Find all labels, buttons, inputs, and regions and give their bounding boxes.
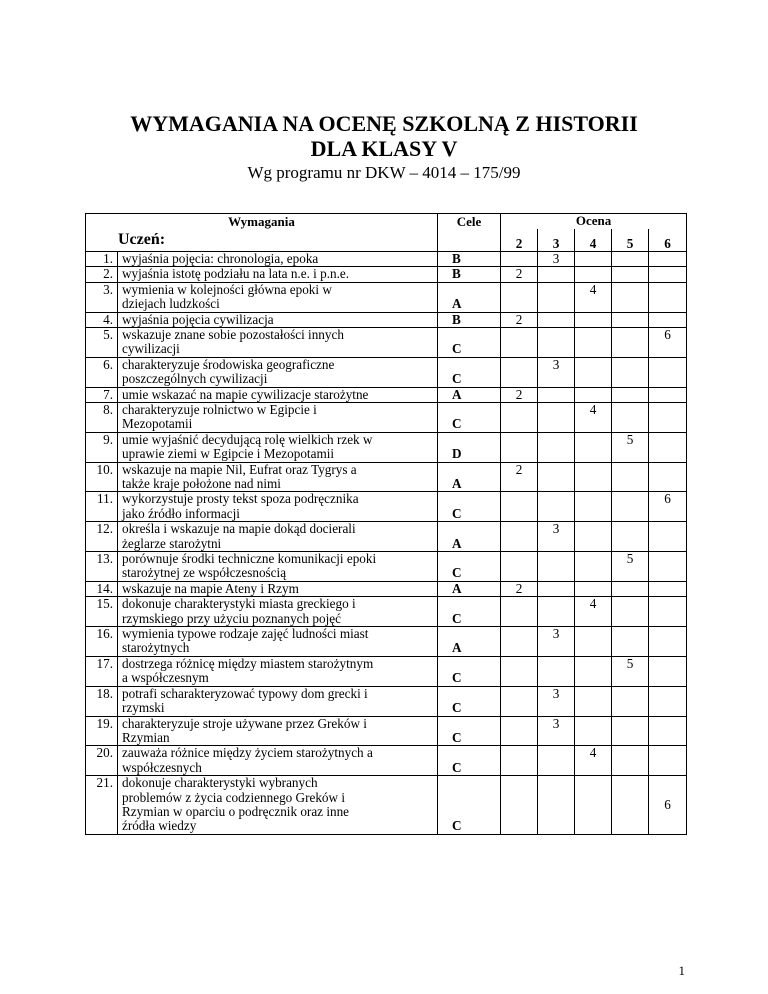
goal-code: C	[438, 776, 501, 835]
grade-cell-5	[612, 581, 649, 596]
requirement-line: dokonuje charakterystyki wybranych	[122, 775, 318, 791]
goal-code: C	[438, 746, 501, 776]
requirement-text	[118, 597, 438, 627]
grade-cell-3: 3	[538, 522, 575, 552]
grade-cell-2	[501, 597, 538, 627]
requirement-line: określa i wskazuje na mapie dokąd docierali	[122, 521, 356, 537]
grade-cell-3: 3	[538, 251, 575, 266]
table-row	[86, 686, 687, 716]
requirement-text	[118, 432, 438, 462]
grade-cell-2	[501, 327, 538, 357]
grade-cell-3	[538, 267, 575, 282]
grade-cell-5	[612, 776, 649, 835]
requirement-line: charakteryzuje stroje używane przez Greków i	[122, 715, 367, 731]
grade-cell-3: 3	[538, 357, 575, 387]
requirement-line: charakteryzuje rolnictwo w Egipcie i	[122, 401, 317, 417]
grade-cell-3	[538, 327, 575, 357]
grade-cell-6	[649, 716, 687, 746]
grade-header: Ocena	[501, 214, 687, 230]
grade-cell-2	[501, 716, 538, 746]
grade-cell-4	[575, 686, 612, 716]
grade-cell-2	[501, 251, 538, 266]
grade-cell-3: 3	[538, 627, 575, 657]
grade-cell-6	[649, 581, 687, 596]
grade-cell-2	[501, 522, 538, 552]
grade-cell-3	[538, 597, 575, 627]
requirement-text	[118, 402, 438, 432]
requirement-line: wymienia w kolejności główna epoki w	[122, 281, 332, 297]
table-row	[86, 581, 687, 596]
requirement-text	[118, 716, 438, 746]
requirement-line: cywilizacji	[122, 341, 180, 357]
grade-column-header-2: 2	[501, 229, 538, 251]
requirement-text	[118, 462, 438, 492]
page-title: WYMAGANIA NA OCENĘ SZKOLNĄ Z HISTORII	[130, 111, 638, 136]
grade-cell-4: 4	[575, 402, 612, 432]
grade-cell-4	[575, 462, 612, 492]
table-row	[86, 552, 687, 582]
table-row	[86, 716, 687, 746]
row-number: 10.	[86, 462, 118, 492]
grade-column-header-5: 5	[612, 229, 649, 251]
table-row	[86, 746, 687, 776]
requirement-line: wskazuje znane sobie pozostałości innych	[122, 326, 344, 342]
goal-code: A	[438, 387, 501, 402]
grade-cell-5	[612, 312, 649, 327]
grade-cell-6: 6	[649, 492, 687, 522]
requirement-line: wskazuje na mapie Nil, Eufrat oraz Tygrys a	[122, 461, 357, 477]
requirement-text	[118, 627, 438, 657]
grade-cell-2	[501, 357, 538, 387]
requirement-line: jako źródło informacji	[122, 505, 240, 521]
grade-cell-3	[538, 776, 575, 835]
grade-cell-6	[649, 282, 687, 312]
table-row	[86, 462, 687, 492]
row-number: 15.	[86, 597, 118, 627]
row-number: 17.	[86, 656, 118, 686]
grade-cell-6	[649, 597, 687, 627]
requirement-line: rzymski	[122, 700, 165, 716]
requirement-text	[118, 552, 438, 582]
requirement-line: umie wskazać na mapie cywilizacje starożytne	[122, 386, 369, 402]
row-number: 2.	[86, 267, 118, 282]
table-row	[86, 282, 687, 312]
requirement-line: potrafi scharakteryzować typowy dom grecki i	[122, 685, 368, 701]
goal-code: D	[438, 432, 501, 462]
goal-code: C	[438, 357, 501, 387]
requirement-line: dziejach ludzkości	[122, 296, 220, 312]
table-row	[86, 251, 687, 266]
student-label: Uczeń:	[86, 229, 438, 251]
row-number: 12.	[86, 522, 118, 552]
requirement-text	[118, 686, 438, 716]
grade-cell-4	[575, 357, 612, 387]
grade-cell-4	[575, 327, 612, 357]
grade-cell-6	[649, 462, 687, 492]
goal-code: C	[438, 492, 501, 522]
grade-cell-2	[501, 492, 538, 522]
requirement-text	[118, 522, 438, 552]
grade-cell-2: 2	[501, 462, 538, 492]
requirement-line: wyjaśnia istotę podziału na lata n.e. i p.n.e.	[122, 266, 350, 282]
grade-cell-4: 4	[575, 746, 612, 776]
requirement-line: dostrzega różnicę między miastem starożytnym	[122, 655, 374, 671]
grade-cell-3	[538, 282, 575, 312]
requirement-line: wyjaśnia pojęcia: chronologia, epoka	[122, 250, 319, 266]
grade-cell-6	[649, 656, 687, 686]
grade-cell-3	[538, 387, 575, 402]
grade-cell-6	[649, 402, 687, 432]
grade-cell-4	[575, 522, 612, 552]
requirement-line: Mezopotamii	[122, 416, 193, 432]
grade-cell-5	[612, 627, 649, 657]
requirement-line: wymienia typowe rodzaje zajęć ludności miast	[122, 626, 369, 642]
grade-cell-5	[612, 597, 649, 627]
grade-cell-4	[575, 267, 612, 282]
grade-cell-2: 2	[501, 387, 538, 402]
goal-code: A	[438, 522, 501, 552]
grade-column-header-4: 4	[575, 229, 612, 251]
requirement-line: rzymskiego przy użyciu poznanych pojęć	[122, 610, 341, 626]
table-row	[86, 267, 687, 282]
grade-cell-4: 4	[575, 282, 612, 312]
goals-header-spacer	[438, 229, 501, 251]
grade-cell-2	[501, 776, 538, 835]
grade-column-header-6: 6	[649, 229, 687, 251]
requirements-header: Wymagania	[86, 214, 438, 230]
requirement-line: charakteryzuje środowiska geograficzne	[122, 356, 335, 372]
requirement-line: problemów z życia codziennego Greków i	[122, 789, 346, 805]
grade-cell-5	[612, 522, 649, 552]
grade-cell-3	[538, 581, 575, 596]
grade-cell-6	[649, 251, 687, 266]
requirement-line: żeglarze starożytni	[122, 535, 222, 551]
grade-cell-5: 5	[612, 656, 649, 686]
table-row	[86, 402, 687, 432]
row-number: 7.	[86, 387, 118, 402]
grade-cell-5	[612, 462, 649, 492]
grade-cell-2: 2	[501, 312, 538, 327]
table-row	[86, 327, 687, 357]
row-number: 1.	[86, 251, 118, 266]
requirement-text	[118, 656, 438, 686]
grade-cell-6	[649, 357, 687, 387]
grade-cell-3	[538, 492, 575, 522]
grade-cell-5: 5	[612, 432, 649, 462]
grade-cell-5	[612, 282, 649, 312]
row-number: 11.	[86, 492, 118, 522]
grade-cell-2	[501, 627, 538, 657]
row-number: 21.	[86, 776, 118, 835]
requirement-text	[118, 267, 438, 282]
grade-cell-6	[649, 627, 687, 657]
grade-cell-3	[538, 402, 575, 432]
grade-cell-6: 6	[649, 327, 687, 357]
row-number: 4.	[86, 312, 118, 327]
requirement-line: wykorzystuje prosty tekst spoza podręcznika	[122, 491, 359, 507]
goal-code: C	[438, 686, 501, 716]
grade-cell-3: 3	[538, 686, 575, 716]
grade-cell-4	[575, 581, 612, 596]
grade-cell-6	[649, 312, 687, 327]
grade-cell-5	[612, 492, 649, 522]
row-number: 8.	[86, 402, 118, 432]
grade-cell-4	[575, 627, 612, 657]
grade-cell-5: 5	[612, 552, 649, 582]
requirement-line: umie wyjaśnić decydującą rolę wielkich rzek w	[122, 431, 373, 447]
grade-cell-6	[649, 522, 687, 552]
table-row	[86, 522, 687, 552]
grade-cell-6	[649, 432, 687, 462]
requirement-text	[118, 357, 438, 387]
requirement-text	[118, 312, 438, 327]
goal-code: C	[438, 552, 501, 582]
grade-cell-4	[575, 552, 612, 582]
grade-cell-4: 4	[575, 597, 612, 627]
goal-code: B	[438, 267, 501, 282]
row-number: 16.	[86, 627, 118, 657]
requirements-table	[85, 213, 687, 835]
requirement-line: uprawie ziemi w Egipcie i Mezopotamii	[122, 446, 335, 462]
grade-cell-4	[575, 776, 612, 835]
goal-code: A	[438, 282, 501, 312]
grade-cell-5	[612, 251, 649, 266]
grade-cell-2	[501, 282, 538, 312]
grade-cell-4	[575, 492, 612, 522]
row-number: 20.	[86, 746, 118, 776]
grade-cell-2: 2	[501, 581, 538, 596]
grade-cell-3	[538, 746, 575, 776]
goal-code: C	[438, 327, 501, 357]
grade-cell-3: 3	[538, 716, 575, 746]
table-row	[86, 597, 687, 627]
grade-cell-4	[575, 656, 612, 686]
goal-code: A	[438, 462, 501, 492]
grade-cell-6	[649, 746, 687, 776]
grade-cell-3	[538, 432, 575, 462]
grade-cell-6	[649, 267, 687, 282]
requirement-line: starożytnej ze współczesnością	[122, 565, 287, 581]
grade-cell-5	[612, 327, 649, 357]
grade-cell-2	[501, 432, 538, 462]
requirement-text	[118, 746, 438, 776]
requirement-line: Rzymian	[122, 729, 170, 745]
grade-cell-5	[612, 746, 649, 776]
row-number: 5.	[86, 327, 118, 357]
requirement-line: Rzymian w oparciu o podręcznik oraz inne	[122, 803, 350, 819]
requirement-line: także kraje położone nad nimi	[122, 476, 281, 491]
goal-code: B	[438, 251, 501, 266]
grade-cell-3	[538, 462, 575, 492]
row-number: 18.	[86, 686, 118, 716]
row-number: 13.	[86, 552, 118, 582]
grade-cell-5	[612, 686, 649, 716]
requirement-text	[118, 776, 438, 835]
grade-cell-6	[649, 552, 687, 582]
grade-cell-5	[612, 716, 649, 746]
table-row	[86, 387, 687, 402]
requirement-text	[118, 251, 438, 266]
requirement-line: dokonuje charakterystyki miasta greckiego i	[122, 596, 356, 612]
grade-column-header-3: 3	[538, 229, 575, 251]
requirement-text	[118, 327, 438, 357]
program-subtitle: Wg programu nr DKW – 4014 – 175/99	[247, 163, 521, 182]
grade-cell-4	[575, 387, 612, 402]
grade-cell-4	[575, 432, 612, 462]
grade-cell-5	[612, 267, 649, 282]
grade-cell-4	[575, 716, 612, 746]
goal-code: C	[438, 656, 501, 686]
goal-code: B	[438, 312, 501, 327]
requirement-line: zauważa różnice między życiem starożytnych a	[122, 745, 373, 761]
grade-cell-2	[501, 656, 538, 686]
requirement-line: starożytnych	[122, 640, 190, 656]
row-number: 3.	[86, 282, 118, 312]
grade-cell-6: 6	[649, 776, 687, 835]
row-number: 14.	[86, 581, 118, 596]
requirement-text	[118, 581, 438, 596]
grade-cell-4	[575, 251, 612, 266]
requirement-line: wskazuje na mapie Ateny i Rzym	[122, 580, 299, 596]
page-number: 1	[678, 963, 685, 978]
grade-cell-6	[649, 387, 687, 402]
table-row	[86, 627, 687, 657]
grade-cell-2	[501, 746, 538, 776]
grade-cell-5	[612, 402, 649, 432]
page-title-line-2: DLA KLASY V	[310, 136, 458, 161]
requirement-line: wyjaśnia pojęcia cywilizacja	[122, 311, 274, 327]
row-number: 19.	[86, 716, 118, 746]
table-row	[86, 776, 687, 835]
grade-cell-3	[538, 312, 575, 327]
goal-code: C	[438, 402, 501, 432]
requirement-text	[118, 282, 438, 312]
requirement-line: poszczególnych cywilizacji	[122, 371, 268, 387]
table-row	[86, 357, 687, 387]
goal-code: C	[438, 597, 501, 627]
goal-code: A	[438, 627, 501, 657]
grade-cell-2	[501, 686, 538, 716]
goal-code: C	[438, 716, 501, 746]
grade-cell-4	[575, 312, 612, 327]
table-row	[86, 492, 687, 522]
requirement-line: źródła wiedzy	[122, 818, 197, 834]
goal-code: A	[438, 581, 501, 596]
row-number: 9.	[86, 432, 118, 462]
grade-cell-5	[612, 387, 649, 402]
requirement-text	[118, 492, 438, 522]
table-row	[86, 312, 687, 327]
goals-header: Cele	[438, 214, 501, 230]
grade-cell-3	[538, 552, 575, 582]
requirement-line: a współczesnym	[122, 670, 209, 686]
requirement-text	[118, 387, 438, 402]
table-row	[86, 656, 687, 686]
table-row	[86, 432, 687, 462]
grade-cell-3	[538, 656, 575, 686]
requirement-line: porównuje środki techniczne komunikacji epoki	[122, 551, 377, 567]
requirement-line: współczesnych	[122, 759, 202, 775]
grade-cell-2	[501, 402, 538, 432]
grade-cell-5	[612, 357, 649, 387]
grade-cell-6	[649, 686, 687, 716]
row-number: 6.	[86, 357, 118, 387]
grade-cell-2: 2	[501, 267, 538, 282]
grade-cell-2	[501, 552, 538, 582]
